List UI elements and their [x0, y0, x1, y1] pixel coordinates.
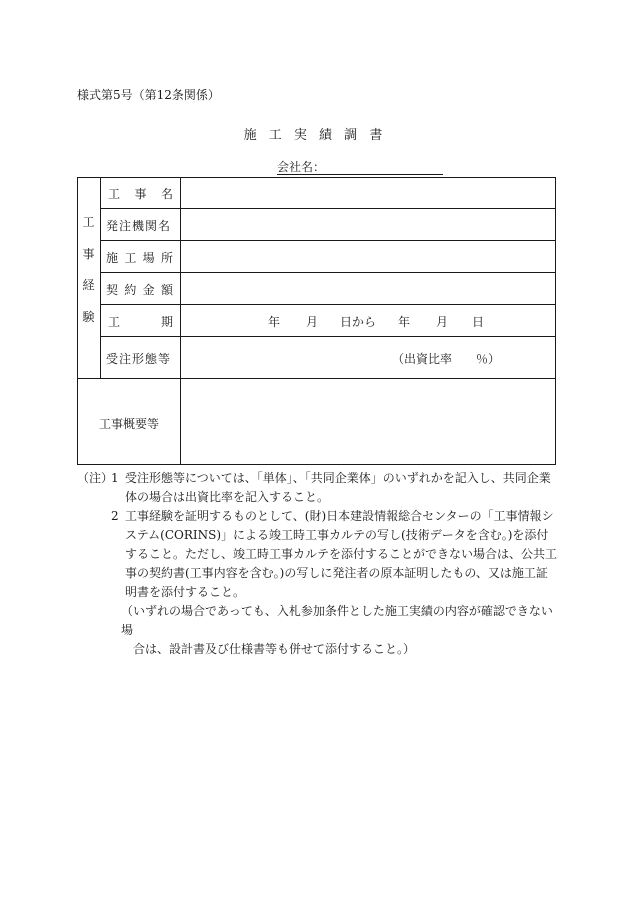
section-char: 事: [82, 246, 95, 261]
note-supplement-line: （いずれの場合であっても、入札参加条件とした施工実績の内容が確認できない場: [121, 604, 553, 637]
note-item: [77, 507, 557, 602]
note-item: [77, 469, 557, 507]
section-char: 工: [82, 215, 95, 229]
note-text: 受注形態等については、「単体」、「共同企業体」のいずれかを記入し、共同企業体の場合は出資比率を記入すること。: [125, 471, 551, 504]
period-year-end: 年: [398, 315, 411, 329]
form-number: 様式第5号（第12条関係）: [77, 88, 220, 102]
notes: [77, 469, 557, 659]
row-divider: [100, 336, 556, 337]
label-construction-overview: 工事概要等: [99, 417, 160, 431]
table-border-right: [555, 177, 556, 465]
construction-record-table: [77, 177, 556, 465]
row-divider: [100, 272, 556, 273]
table-border-bottom: [77, 464, 556, 465]
period-month: 月: [306, 315, 319, 329]
note-text: 工事経験を証明するものとして、(財)日本建設情報総合センターの「工事情報システム(CORINS)」による竣工時工事カルテの写し(技術データを含む。)を添付すること。ただし、竣工時工事カルテを添付することができない場合は、公共工事の契約書(工事内容を含む。)の写しに発注者の原本証明したもの、又は施工証明書を添付すること。: [125, 509, 558, 599]
section-divider: [77, 378, 556, 379]
row-divider: [100, 304, 556, 305]
label-contract-amount: 契 約 金 額: [106, 283, 173, 297]
section-char: 験: [82, 309, 95, 324]
period-day-from: 日から: [340, 315, 377, 329]
company-name-label: 会社名：: [277, 160, 326, 174]
note-number: 1: [111, 471, 119, 485]
row-divider: [100, 208, 556, 209]
section-column-divider: [100, 177, 101, 378]
period-month-end: 月: [436, 315, 449, 329]
investment-ratio: （出資比率 ％）: [392, 352, 501, 366]
section-char: 経: [82, 278, 95, 292]
note-number: 2: [111, 509, 119, 523]
note-supplement: [121, 602, 557, 659]
table-border-top: [77, 177, 556, 178]
document-title: 施 工 実 績 調 書: [243, 128, 387, 143]
notes-mark: （注）: [77, 471, 114, 485]
label-construction-site: 施 工 場 所: [106, 251, 173, 265]
row-divider: [100, 240, 556, 241]
label-ordering-agency: 発注機関名: [106, 219, 172, 233]
period-year: 年: [268, 315, 281, 329]
label-column-divider: [180, 177, 181, 465]
period-day-end: 日: [472, 315, 485, 329]
section-label-construction-experience: [77, 214, 100, 340]
label-order-type: 受注形態等: [106, 352, 172, 366]
label-construction-period: 工 期: [108, 315, 173, 329]
company-name-underline: [277, 174, 443, 175]
note-supplement-line: 合は、設計書及び仕様書等も併せて添付すること。）: [133, 642, 416, 656]
label-construction-name: 工 事 名: [108, 187, 173, 201]
